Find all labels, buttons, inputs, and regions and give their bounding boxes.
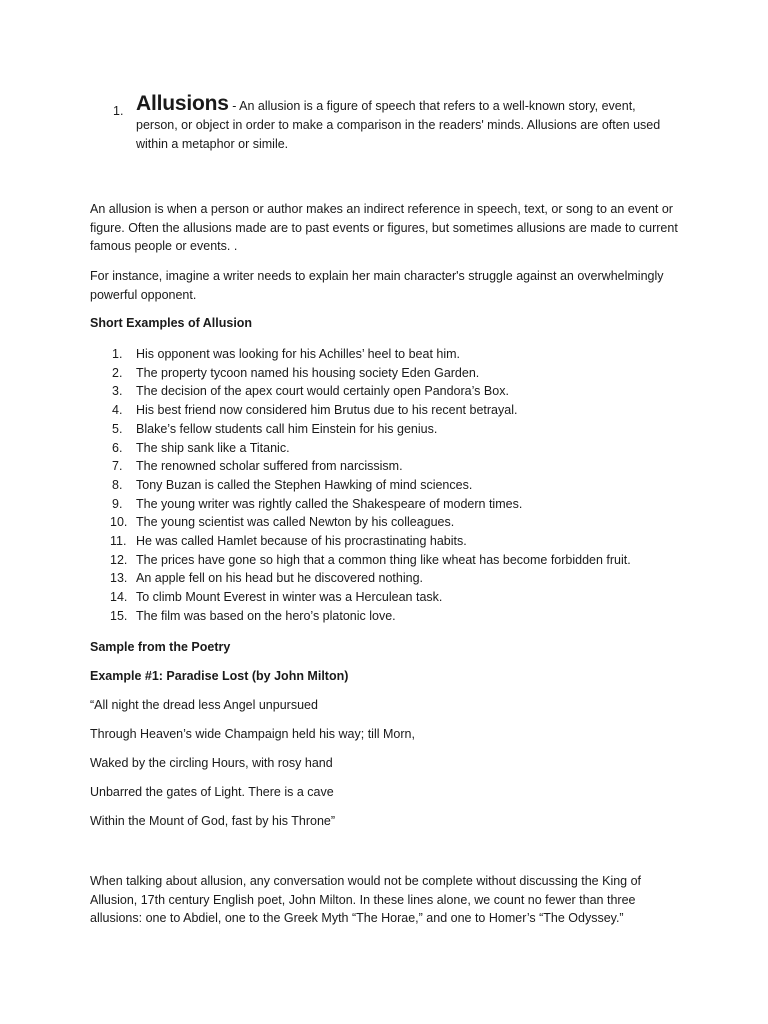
example-item: [90, 420, 690, 439]
poetry-heading: Sample from the Poetry: [90, 640, 231, 654]
example-number: 5.: [112, 421, 123, 436]
example-text: The young writer was rightly called the Shakespeare of modern times.: [136, 496, 523, 511]
example-item: [90, 439, 690, 458]
poem-line: Through Heaven’s wide Champaign held his way; till Morn,: [90, 727, 415, 741]
example-item: [90, 532, 690, 551]
example-text: The young scientist was called Newton by his colleagues.: [136, 515, 455, 530]
example-item: [90, 401, 690, 420]
example-text: Blake’s fellow students call him Einstein for his genius.: [136, 421, 438, 436]
example-number: 7.: [112, 459, 123, 474]
example-item: [90, 476, 690, 495]
example-number: 15.: [110, 608, 128, 623]
example-item: [90, 569, 690, 588]
examples-list: [90, 345, 690, 626]
example-number: 3.: [112, 384, 123, 399]
example-item: [90, 495, 690, 514]
example-number: 11.: [110, 534, 127, 549]
example-item: [90, 364, 690, 383]
examples-heading: Short Examples of Allusion: [90, 316, 253, 330]
example-number: 13.: [110, 571, 128, 586]
example-text: He was called Hamlet because of his procrastinating habits.: [136, 534, 467, 549]
example-item: [90, 345, 690, 364]
example-text: Tony Buzan is called the Stephen Hawking of mind sciences.: [136, 477, 473, 492]
example-number: 8.: [112, 477, 123, 492]
example-number: 6.: [112, 440, 123, 455]
intro-paragraph: An allusion is when a person or author makes an indirect reference in speech, text, or song to an event or figure. Often the allusions made are to past events or figures, but sometimes allusions are made to current famous people or events. .: [90, 202, 678, 253]
example-item: [90, 513, 690, 532]
poem-line: Unbarred the gates of Light. There is a cave: [90, 785, 334, 799]
example-text: The renowned scholar suffered from narcissism.: [136, 459, 403, 474]
poem-line: Waked by the circling Hours, with rosy hand: [90, 756, 333, 770]
example-text: The ship sank like a Titanic.: [136, 440, 290, 455]
example-text: The decision of the apex court would certainly open Pandora’s Box.: [136, 384, 509, 399]
numbered-heading-item: [113, 94, 673, 154]
example-text: His best friend now considered him Brutus due to his recent betrayal.: [136, 403, 518, 418]
example-text: An apple fell on his head but he discovered nothing.: [136, 571, 424, 586]
example-title: Example #1: Paradise Lost (by John Milton): [90, 669, 349, 683]
example-number: 1.: [112, 347, 123, 361]
closing-paragraph: When talking about allusion, any conversation would not be complete without discussing the King of Allusion, 17th century English poet, John Milton. In these lines alone, we count no fewer than three allusions: one to Abdiel, one to the Greek Myth “The Horae,” and one to Homer’s “The Odyssey.”: [90, 874, 642, 925]
example-text: The prices have gone so high that a common thing like wheat has become forbidden fruit.: [136, 552, 631, 567]
example-item: [90, 382, 690, 401]
instance-paragraph: For instance, imagine a writer needs to explain her main character's struggle against an overwhelmingly powerful opponent.: [90, 269, 664, 302]
example-number: 14.: [110, 590, 128, 605]
example-text: To climb Mount Everest in winter was a Herculean task.: [136, 590, 443, 605]
example-text: His opponent was looking for his Achilles’ heel to beat him.: [136, 347, 461, 361]
heading-definition: - An allusion is a figure of speech that refers to a well-known story, event, person, or object in order to make a comparison in the readers' minds. Allusions are often used within a metaphor or simile.: [136, 99, 661, 151]
example-item: [90, 588, 690, 607]
poem-line: “All night the dread less Angel unpursued: [90, 698, 318, 712]
example-item: [90, 457, 690, 476]
example-item: [90, 551, 690, 570]
example-number: 2.: [112, 365, 123, 380]
example-item: [90, 607, 690, 626]
example-text: The film was based on the hero’s platonic love.: [136, 608, 396, 623]
example-text: The property tycoon named his housing society Eden Garden.: [136, 365, 480, 380]
example-number: 10.: [110, 515, 128, 530]
heading-number: 1.: [113, 104, 124, 118]
example-number: 12.: [110, 552, 128, 567]
example-number: 9.: [112, 496, 123, 511]
heading-definition-block: [136, 94, 673, 154]
example-number: 4.: [112, 403, 123, 418]
heading-term: Allusions: [136, 92, 229, 115]
poem-line: Within the Mount of God, fast by his Throne”: [90, 814, 336, 828]
